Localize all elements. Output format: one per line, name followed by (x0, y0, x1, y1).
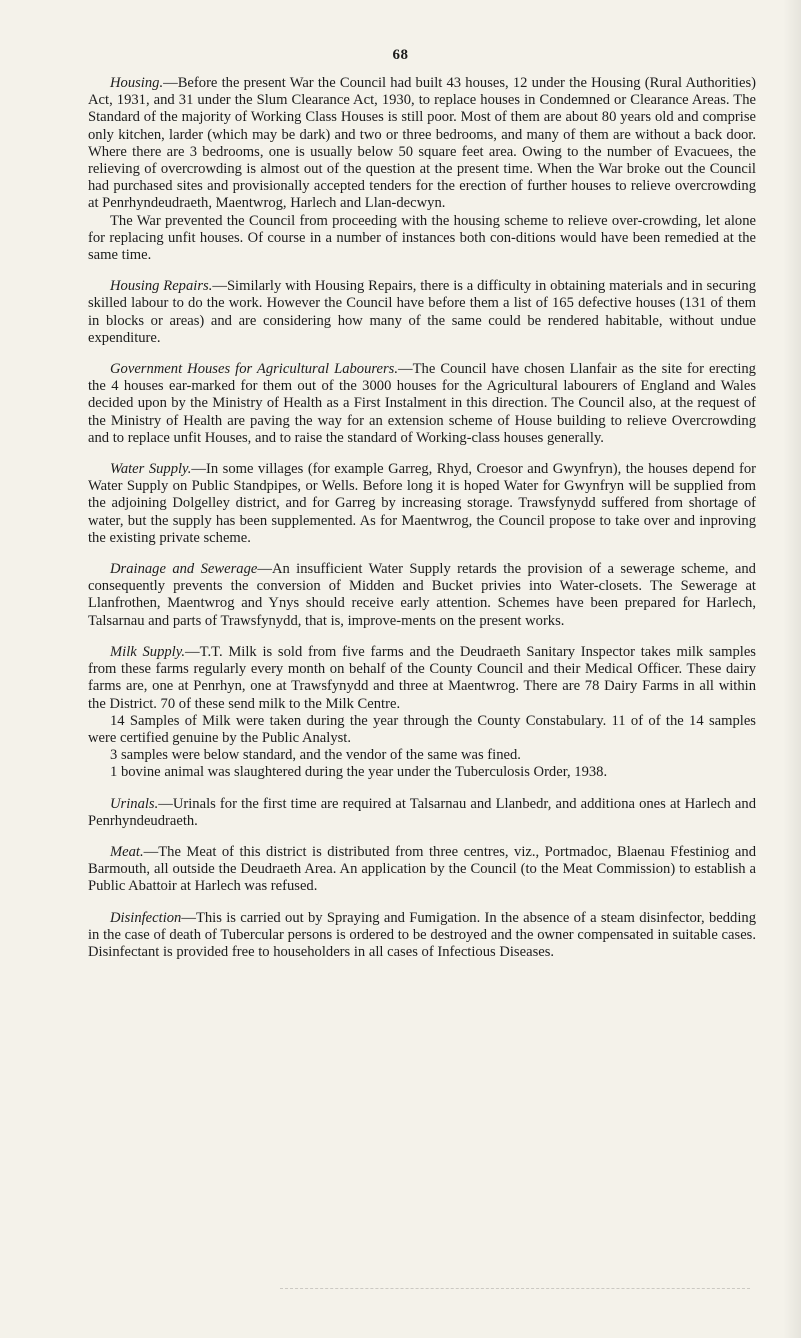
paragraph-heading: Housing. (110, 75, 164, 91)
paragraph-text: —The Meat of this district is distributed from three centres, viz., Portmadoc, Blaenau Ffestiniog and Barmouth, all outside the Deudraeth Area. An application by the Council (to the Meat Commission) to establish a Public Abattoir at Harlech was refused. (88, 843, 756, 895)
paragraph-heading: Milk Supply. (110, 643, 186, 660)
paragraph-heading: Drainage and Sewerage (110, 561, 258, 578)
paragraph-housing (88, 75, 756, 213)
paragraph-text: 14 Samples of Milk were taken during the year through the County Constabulary. 11 of of the 14 samples were certified genuine by the Public Analyst. (88, 712, 756, 746)
paragraph-housing-war (88, 213, 756, 265)
paragraph-text: —Urinals for the first time are required at Talsarnau and Llanbedr, and additiona ones at Harlech and Penrhyndeudraeth. (88, 795, 756, 829)
paragraph-milk-samples (88, 713, 756, 747)
paragraph-text: —Before the present War the Council had built 43 houses, 12 under the Housing (Rural Authorities) Act, 1931, and 31 under the Slum Clearance Act, 1930, to replace houses in Condemned or Clearance Areas. The Standard of the majority of Working Class Houses is still poor. Most of them are about 80 years old and comprise only kitchen, larder (which may be dark) and two or three bedrooms, and many of them are without a back door. Where there are 3 bedrooms, one is usually below 50 square feet area. Owing to the number of Evacuees, the relieving of overcrowding is almost out of the question at the present time. When the War broke out the Council had purchased sites and provisionally accepted tenders for the erection of further houses to relieve overcrowding at Penrhyndeudraeth, Maentwrog, Harlech and Llan-decwyn. (88, 75, 756, 212)
document-body (88, 75, 756, 961)
paragraph-heading: Water Supply. (110, 461, 192, 478)
paragraph-text: —This is carried out by Spraying and Fumigation. In the absence of a steam disinfector, bedding in the case of death of Tubercular persons is ordered to be destroyed and the owner compensated in suitable cases. Disinfectant is provided free to householders in all cases of Infectious Diseases. (88, 909, 756, 960)
paragraph-government-houses (88, 361, 756, 447)
paragraph-text: —In some villages (for example Garreg, Rhyd, Croesor and Gwynfryn), the houses depend for Water Supply on Public Standpipes, or Wells. Before long it is hoped Water for Gwynfryn will be supplied from the adjoining Dolgelley district, and for Garreg by increasing storage. Trawsfynydd suffered from shortage of water, but the supply has been supplemented. As for Maentwrog, the Council propose to take over and inproving the existing private scheme. (88, 461, 756, 546)
paragraph-disinfection (88, 910, 756, 962)
paragraph-heading: Meat. (110, 843, 144, 860)
paragraph-heading: Disinfection (110, 909, 182, 926)
paragraph-heading: Government Houses for Agricultural Labourers. (110, 361, 399, 378)
page-number: 68 (392, 47, 409, 63)
page-edge-shadow (783, 0, 801, 1338)
paragraph-text: —The Council have chosen Llanfair as the site for erecting the 4 houses ear-marked for them out of the 3000 houses for the Agricultural labourers of England and Wales decided upon by the Ministry of Health as a First Instalment in this direction. The Council also, at the request of the Ministry of Health are paving the way for an extension scheme of House building to relieve Overcrowding and to replace unfit Houses, and to raise the standard of Working-class houses generally. (88, 361, 756, 446)
paragraph-milk-supply (88, 644, 756, 713)
paragraph-water-supply (88, 461, 756, 547)
paragraph-bovine (88, 764, 756, 781)
paragraph-text: 1 bovine animal was slaughtered during the year under the Tuberculosis Order, 1938. (110, 764, 608, 781)
paragraph-text: The War prevented the Council from proceeding with the housing scheme to relieve over-crowding, let alone for replacing unfit houses. Of course in a number of instances both con-ditions would have been remedied at the same time. (88, 212, 756, 264)
scan-speckle (280, 1286, 750, 1289)
paragraph-drainage-sewerage (88, 561, 756, 630)
paragraph-meat (88, 844, 756, 896)
paragraph-text: —T.T. Milk is sold from five farms and the Deudraeth Sanitary Inspector takes milk samples from these farms regularly every month on behalf of the County Council and their Medical Officer. These dairy farms are, one at Penrhyn, one at Trawsfynydd and three at Maentwrog. There are 78 Dairy Farms in all within the District. 70 of these send milk to the Milk Centre. (88, 643, 756, 712)
paragraph-text: —Similarly with Housing Repairs, there is a difficulty in obtaining materials and in securing skilled labour to do the work. However the Council have before them a list of 165 defective houses (131 of them in blocks or areas) and are considering how many of the same could be rendered habitable, without undue expenditure. (88, 278, 756, 346)
paragraph-housing-repairs (88, 278, 756, 347)
paragraph-milk-below-standard (88, 747, 756, 764)
paragraph-urinals (88, 796, 756, 830)
paragraph-heading: Housing Repairs. (110, 278, 213, 295)
paragraph-text: 3 samples were below standard, and the vendor of the same was fined. (110, 747, 521, 764)
paragraph-heading: Urinals. (110, 795, 159, 812)
paragraph-text: —An insufficient Water Supply retards the provision of a sewerage scheme, and consequently prevents the conversion of Midden and Bucket privies into Water-closets. The Sewerage at Llanfrothen, Maentwrog and Ynys should receive early attention. Schemes have been prepared for Harlech, Talsarnau and parts of Trawsfynydd, that is, improve-ments on the present works. (88, 561, 756, 629)
